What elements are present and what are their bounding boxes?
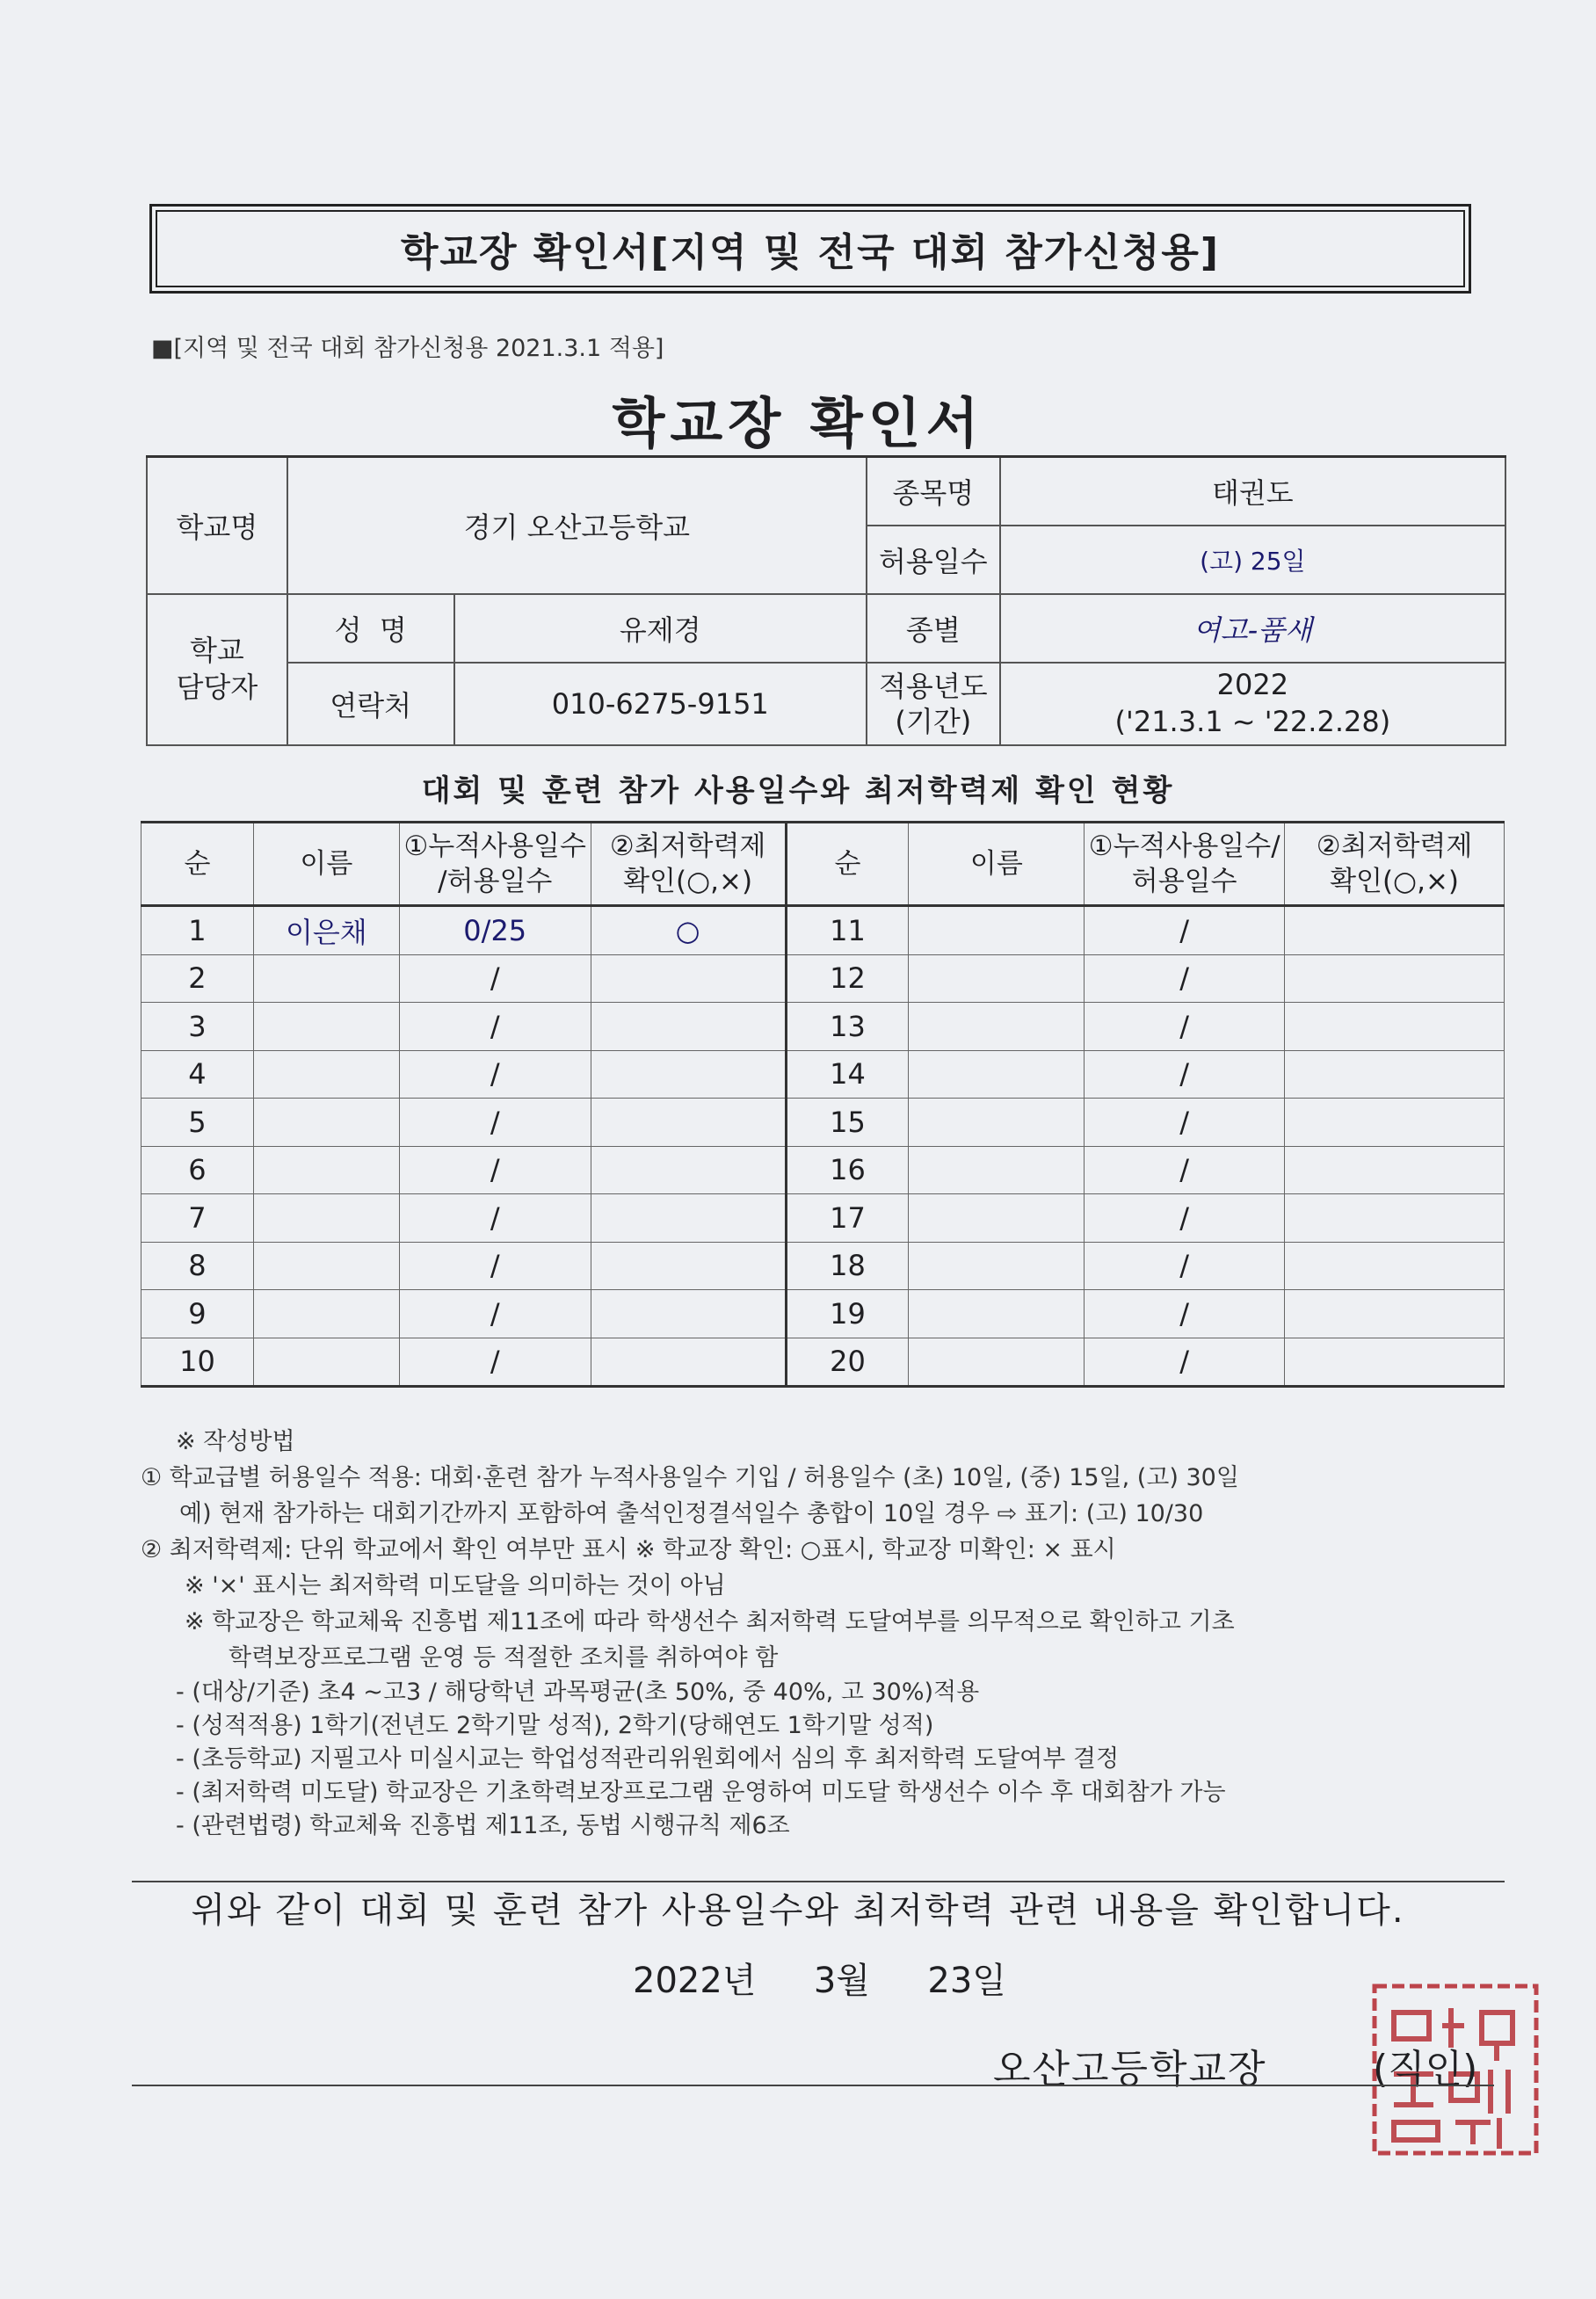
note-7: - (초등학교) 지필고사 미실시교는 학업성적관리위원회에서 심의 후 최저학력 도달여부 결정 — [176, 1745, 1120, 1773]
note-8: - (최저학력 미도달) 학교장은 기초학력보장프로그램 운영하여 미도달 학생선수 이수 후 대회참가 가능 — [176, 1779, 1226, 1806]
event-label: 종목명 — [867, 457, 1000, 526]
row-days: / — [1085, 1146, 1285, 1194]
table-row — [141, 1146, 1505, 1194]
row-days: / — [1085, 1003, 1285, 1051]
instructions — [141, 1424, 1512, 1843]
table-row — [141, 1003, 1505, 1051]
row-check — [1285, 1242, 1505, 1290]
row-name — [253, 954, 399, 1003]
row-days: / — [1085, 1050, 1285, 1099]
header-check: ②최저학력제 확인(○,×) — [591, 823, 786, 906]
row-name: 이은채 — [253, 906, 399, 955]
name-value: 유제경 — [454, 594, 867, 663]
row-name — [909, 1050, 1085, 1099]
contact-label: 연락처 — [287, 663, 454, 745]
row-days: / — [1085, 954, 1285, 1003]
row-check: ○ — [591, 906, 786, 955]
note-4: ※ 학교장은 학교체육 진흥법 제11조에 따라 학생선수 최저학력 도달여부를 의무적으로 확인하고 기초 — [185, 1608, 1235, 1635]
school-value: 경기 오산고등학교 — [287, 457, 867, 595]
row-name — [253, 1338, 399, 1387]
category-label: 종별 — [867, 594, 1000, 663]
row-name — [909, 1290, 1085, 1338]
row-check — [1285, 954, 1505, 1003]
row-check — [591, 954, 786, 1003]
row-days: / — [1085, 1338, 1285, 1387]
seal-label: (직인) — [1373, 2047, 1478, 2092]
row-no: 10 — [141, 1338, 254, 1387]
row-days: / — [399, 1146, 591, 1194]
row-name — [253, 1194, 399, 1243]
row-days: / — [1085, 1099, 1285, 1147]
header-no: 순 — [141, 823, 254, 906]
row-check — [1285, 1146, 1505, 1194]
row-check — [591, 1290, 786, 1338]
row-days: / — [399, 1050, 591, 1099]
row-name — [909, 1194, 1085, 1243]
instructions-heading: ※ 작성방법 — [176, 1428, 295, 1455]
row-name — [909, 906, 1085, 955]
table-row — [141, 1050, 1505, 1099]
row-no: 11 — [786, 906, 909, 955]
row-no: 5 — [141, 1099, 254, 1147]
row-no: 17 — [786, 1194, 909, 1243]
header-days: ①누적사용일수 /허용일수 — [399, 823, 591, 906]
row-check — [1285, 1338, 1505, 1387]
row-check — [1285, 1194, 1505, 1243]
row-no: 2 — [141, 954, 254, 1003]
year-value: 2022 ('21.3.1 ~ '22.2.28) — [1000, 663, 1505, 745]
row-check — [1285, 1050, 1505, 1099]
note-9: - (관련법령) 학교체육 진흥법 제11조, 동법 시행규칙 제6조 — [176, 1812, 790, 1839]
row-name — [909, 1146, 1085, 1194]
row-name — [253, 1242, 399, 1290]
row-no: 15 — [786, 1099, 909, 1147]
row-check — [591, 1146, 786, 1194]
row-no: 8 — [141, 1242, 254, 1290]
row-check — [1285, 1099, 1505, 1147]
roster-table — [141, 821, 1505, 1388]
row-check — [591, 1099, 786, 1147]
row-days: / — [399, 1194, 591, 1243]
school-info-table — [146, 455, 1506, 746]
row-name — [909, 1242, 1085, 1290]
header-check-2: ②최저학력제 확인(○,×) — [1285, 823, 1505, 906]
row-no: 12 — [786, 954, 909, 1003]
row-days: / — [399, 1242, 591, 1290]
row-days: / — [399, 1003, 591, 1051]
row-days: 0/25 — [399, 906, 591, 955]
row-days: / — [399, 1338, 591, 1387]
row-check — [1285, 1290, 1505, 1338]
row-check — [1285, 906, 1505, 955]
table-row — [141, 1099, 1505, 1147]
bottom-rule — [132, 2085, 1494, 2086]
confirmation-text: 위와 같이 대회 및 훈련 참가 사용일수와 최저학력 관련 내용을 확인합니다. — [191, 1890, 1405, 1931]
row-check — [591, 1003, 786, 1051]
name-label: 성 명 — [287, 594, 454, 663]
row-check — [591, 1194, 786, 1243]
note-3: ※ '×' 표시는 최저학력 미도달을 의미하는 것이 아님 — [185, 1572, 726, 1599]
header-name: 이름 — [253, 823, 399, 906]
row-days: / — [399, 954, 591, 1003]
main-title: 학교장 확인서 — [612, 391, 984, 455]
table-row — [141, 1194, 1505, 1243]
document-title: 학교장 확인서[지역 및 전국 대회 참가신청용] — [401, 230, 1220, 275]
applied-note: ■[지역 및 전국 대회 참가신청용 2021.3.1 적용] — [151, 335, 664, 362]
table-row — [141, 906, 1505, 955]
row-name — [909, 1099, 1085, 1147]
row-name — [909, 1338, 1085, 1387]
manager-label: 학교 담당자 — [147, 594, 287, 745]
note-4-cont: 학력보장프로그램 운영 등 적절한 조치를 취하여야 함 — [229, 1644, 779, 1672]
event-value: 태권도 — [1000, 457, 1505, 526]
year-label: 적용년도 (기간) — [867, 663, 1000, 745]
row-no: 18 — [786, 1242, 909, 1290]
row-days: / — [399, 1099, 591, 1147]
header-name-2: 이름 — [909, 823, 1085, 906]
status-title: 대회 및 훈련 참가 사용일수와 최저학력제 확인 현황 — [421, 773, 1175, 809]
row-days: / — [1085, 1242, 1285, 1290]
note-2: ② 최저학력제: 단위 학교에서 확인 여부만 표시 ※ 학교장 확인: ○표시, 학교장 미확인: × 표시 — [141, 1536, 1116, 1563]
row-no: 9 — [141, 1290, 254, 1338]
row-no: 20 — [786, 1338, 909, 1387]
table-row — [141, 1242, 1505, 1290]
row-no: 16 — [786, 1146, 909, 1194]
row-check — [591, 1242, 786, 1290]
row-name — [909, 954, 1085, 1003]
row-no: 7 — [141, 1194, 254, 1243]
row-days: / — [399, 1290, 591, 1338]
note-5: - (대상/기준) 초4 ~고3 / 해당학년 과목평균(초 50%, 중 40%, 고 30%)적용 — [176, 1679, 980, 1706]
note-1: ① 학교급별 허용일수 적용: 대회·훈련 참가 누적사용일수 기입 / 허용일수 (초) 10일, (중) 15일, (고) 30일 — [141, 1464, 1239, 1491]
row-no: 13 — [786, 1003, 909, 1051]
row-no: 6 — [141, 1146, 254, 1194]
row-name — [253, 1099, 399, 1147]
principal-name: 오산고등학교장 — [993, 2047, 1267, 2092]
row-check — [1285, 1003, 1505, 1051]
row-no: 1 — [141, 906, 254, 955]
row-name — [253, 1290, 399, 1338]
allowed-days-label: 허용일수 — [867, 526, 1000, 594]
row-check — [591, 1338, 786, 1387]
header-days-2: ①누적사용일수/ 허용일수 — [1085, 823, 1285, 906]
row-no: 3 — [141, 1003, 254, 1051]
category-value: 여고-품새 — [1000, 594, 1505, 663]
note-1-example: 예) 현재 참가하는 대회기간까지 포함하여 출석인정결석일수 총합이 10일 경우 ⇨ 표기: (고) 10/30 — [179, 1500, 1204, 1527]
table-row — [141, 954, 1505, 1003]
row-days: / — [1085, 1194, 1285, 1243]
table-row — [141, 1338, 1505, 1387]
document-title-box — [149, 204, 1471, 294]
row-no: 19 — [786, 1290, 909, 1338]
table-row — [141, 1290, 1505, 1338]
note-6: - (성적적용) 1학기(전년도 2학기말 성적), 2학기(당해연도 1학기말 성적) — [176, 1712, 934, 1739]
row-days: / — [1085, 906, 1285, 955]
row-name — [253, 1003, 399, 1051]
row-name — [909, 1003, 1085, 1051]
row-no: 4 — [141, 1050, 254, 1099]
row-name — [253, 1050, 399, 1099]
issue-date: 2022년 3월 23일 — [633, 1961, 1006, 2001]
allowed-days-value: (고) 25일 — [1000, 526, 1505, 594]
school-label: 학교명 — [147, 457, 287, 595]
row-no: 14 — [786, 1050, 909, 1099]
row-check — [591, 1050, 786, 1099]
header-no-2: 순 — [786, 823, 909, 906]
row-name — [253, 1146, 399, 1194]
row-days: / — [1085, 1290, 1285, 1338]
contact-value: 010-6275-9151 — [454, 663, 867, 745]
